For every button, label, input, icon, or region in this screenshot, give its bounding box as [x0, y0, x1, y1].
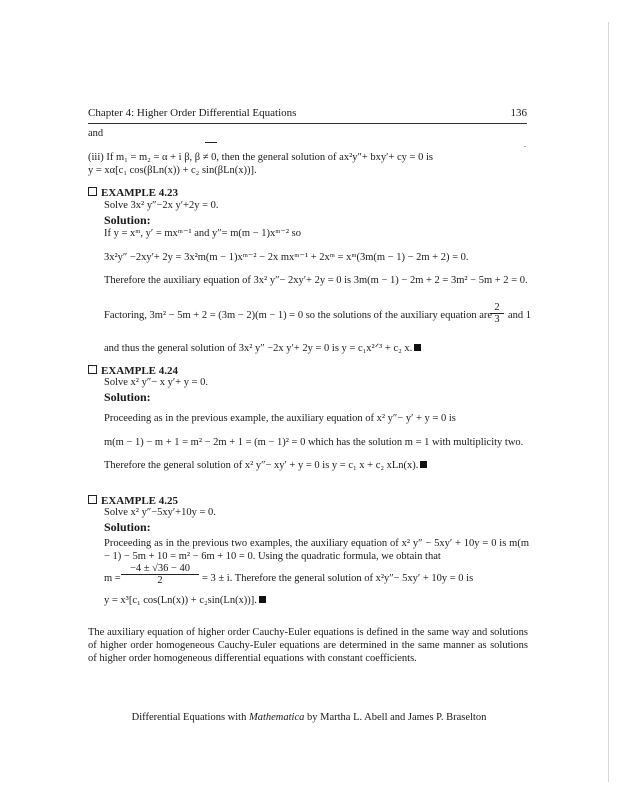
closing-paragraph: The auxiliary equation of higher order Cauchy-Euler equations is defined in the same way and solutions of higher order homogeneous Cauchy-Euler equations are determined in the same manner as solutions of higher order homogeneous differential equations with constant coefficients. — [88, 627, 528, 664]
example-4-24-problem: Solve x² y″− x y′+ y = 0. — [104, 377, 209, 388]
fraction-numerator: 2 — [490, 302, 504, 314]
end-of-proof-icon — [259, 596, 266, 603]
example-4-25-final: y = x³[c₁ cos(Ln(x)) + c₂sin(Ln(x))]. — [104, 595, 266, 606]
checkbox-icon — [88, 495, 97, 504]
example-4-23-line4: Factoring, 3m² − 5m + 2 = (3m − 2)(m − 1) = 0 so the solutions of the auxiliary equation are — [104, 310, 493, 321]
example-4-25-solution-label: Solution: — [104, 520, 151, 534]
checkbox-icon — [88, 365, 97, 374]
example-4-23-and-1: and 1 — [508, 310, 532, 321]
example-4-24-title: EXAMPLE 4.24 — [88, 365, 178, 377]
conjugate-bar — [205, 142, 217, 143]
stray-mark: . — [524, 140, 526, 149]
example-4-24-line1: Proceeding as in the previous example, the auxiliary equation of x² y″− y′ + y = 0 is — [104, 413, 456, 424]
example-4-25-title: EXAMPLE 4.25 — [88, 495, 178, 507]
example-4-23-title: EXAMPLE 4.23 — [88, 187, 178, 199]
example-4-23-solution-label: Solution: — [104, 213, 151, 227]
fraction-two-thirds — [490, 302, 504, 325]
example-4-23-line5: and thus the general solution of 3x² y″ −2x y′+ 2y = 0 is y = c₁x²ᐟ³ + c₂ x. — [104, 342, 421, 354]
example-4-24-line2: m(m − 1) − m + 1 = m² − 2m + 1 = (m − 1)² = 0 which has the solution m = 1 with multiplicity two. — [104, 437, 524, 448]
example-4-23-line3: Therefore the auxiliary equation of 3x² y″− 2xy′+ 2y = 0 is 3m(m − 1) − 2m + 2 = 3m² − 5m + 2 = 0. — [104, 275, 528, 286]
end-of-proof-icon — [414, 344, 421, 351]
example-4-23-line1: If y = xᵐ, y′ = mxᵐ⁻¹ and y″= m(m − 1)xᵐ⁻² so — [104, 228, 301, 239]
example-4-23-problem: Solve 3x² y″−2x y′+2y = 0. — [104, 200, 219, 211]
quadratic-numerator: −4 ± √36 − 40 — [121, 563, 199, 575]
case-iii-line1: (iii) If m₁ = m₂ = α + i β, β ≠ 0, then the general solution of ax²y″+ bxy′+ cy = 0 is — [88, 152, 433, 163]
example-4-24-solution-label: Solution: — [104, 390, 151, 404]
example-4-23-line2: 3x²y″ −2xy′+ 2y = 3x²m(m − 1)xᵐ⁻² − 2x mxᵐ⁻¹ + 2xᵐ = xᵐ(3m(m − 1) − 2m + 2) = 0. — [104, 252, 469, 263]
intro-and: and — [88, 128, 104, 139]
end-of-proof-icon — [420, 461, 427, 468]
page-edge-rule — [608, 22, 609, 782]
quadratic-fraction — [121, 563, 199, 586]
example-4-24-line3: Therefore the general solution of x² y″− xy′ + y = 0 is y = c₁ x + c₂ xLn(x). — [104, 460, 427, 471]
checkbox-icon — [88, 187, 97, 196]
example-4-25-m-equals: m = — [104, 573, 121, 584]
chapter-title: Chapter 4: Higher Order Differential Equations — [88, 107, 297, 119]
book-footer: Differential Equations with Mathematica by Martha L. Abell and James P. Braselton — [131, 712, 487, 723]
quadratic-denominator: 2 — [157, 575, 163, 586]
example-4-25-para1: Proceeding as in the previous two examples, the auxiliary equation of x² y″ − 5xy′ + 10y = 0 is m(m − 1) − 5m + 10 = m² − 6m + 10 = 0. Using the quadratic formula, we obtain that — [104, 538, 529, 562]
fraction-denominator: 3 — [494, 314, 500, 325]
page-number: 136 — [510, 107, 527, 119]
example-4-25-line-after: = 3 ± i. Therefore the general solution of x²y″− 5xy′ + 10y = 0 is — [202, 573, 474, 584]
running-header — [88, 107, 527, 124]
case-iii-line2: y = xα[c₁ cos(βLn(x)) + c₂ sin(βLn(x))]. — [88, 165, 257, 176]
example-4-25-problem: Solve x² y″−5xy′+10y = 0. — [104, 507, 216, 518]
